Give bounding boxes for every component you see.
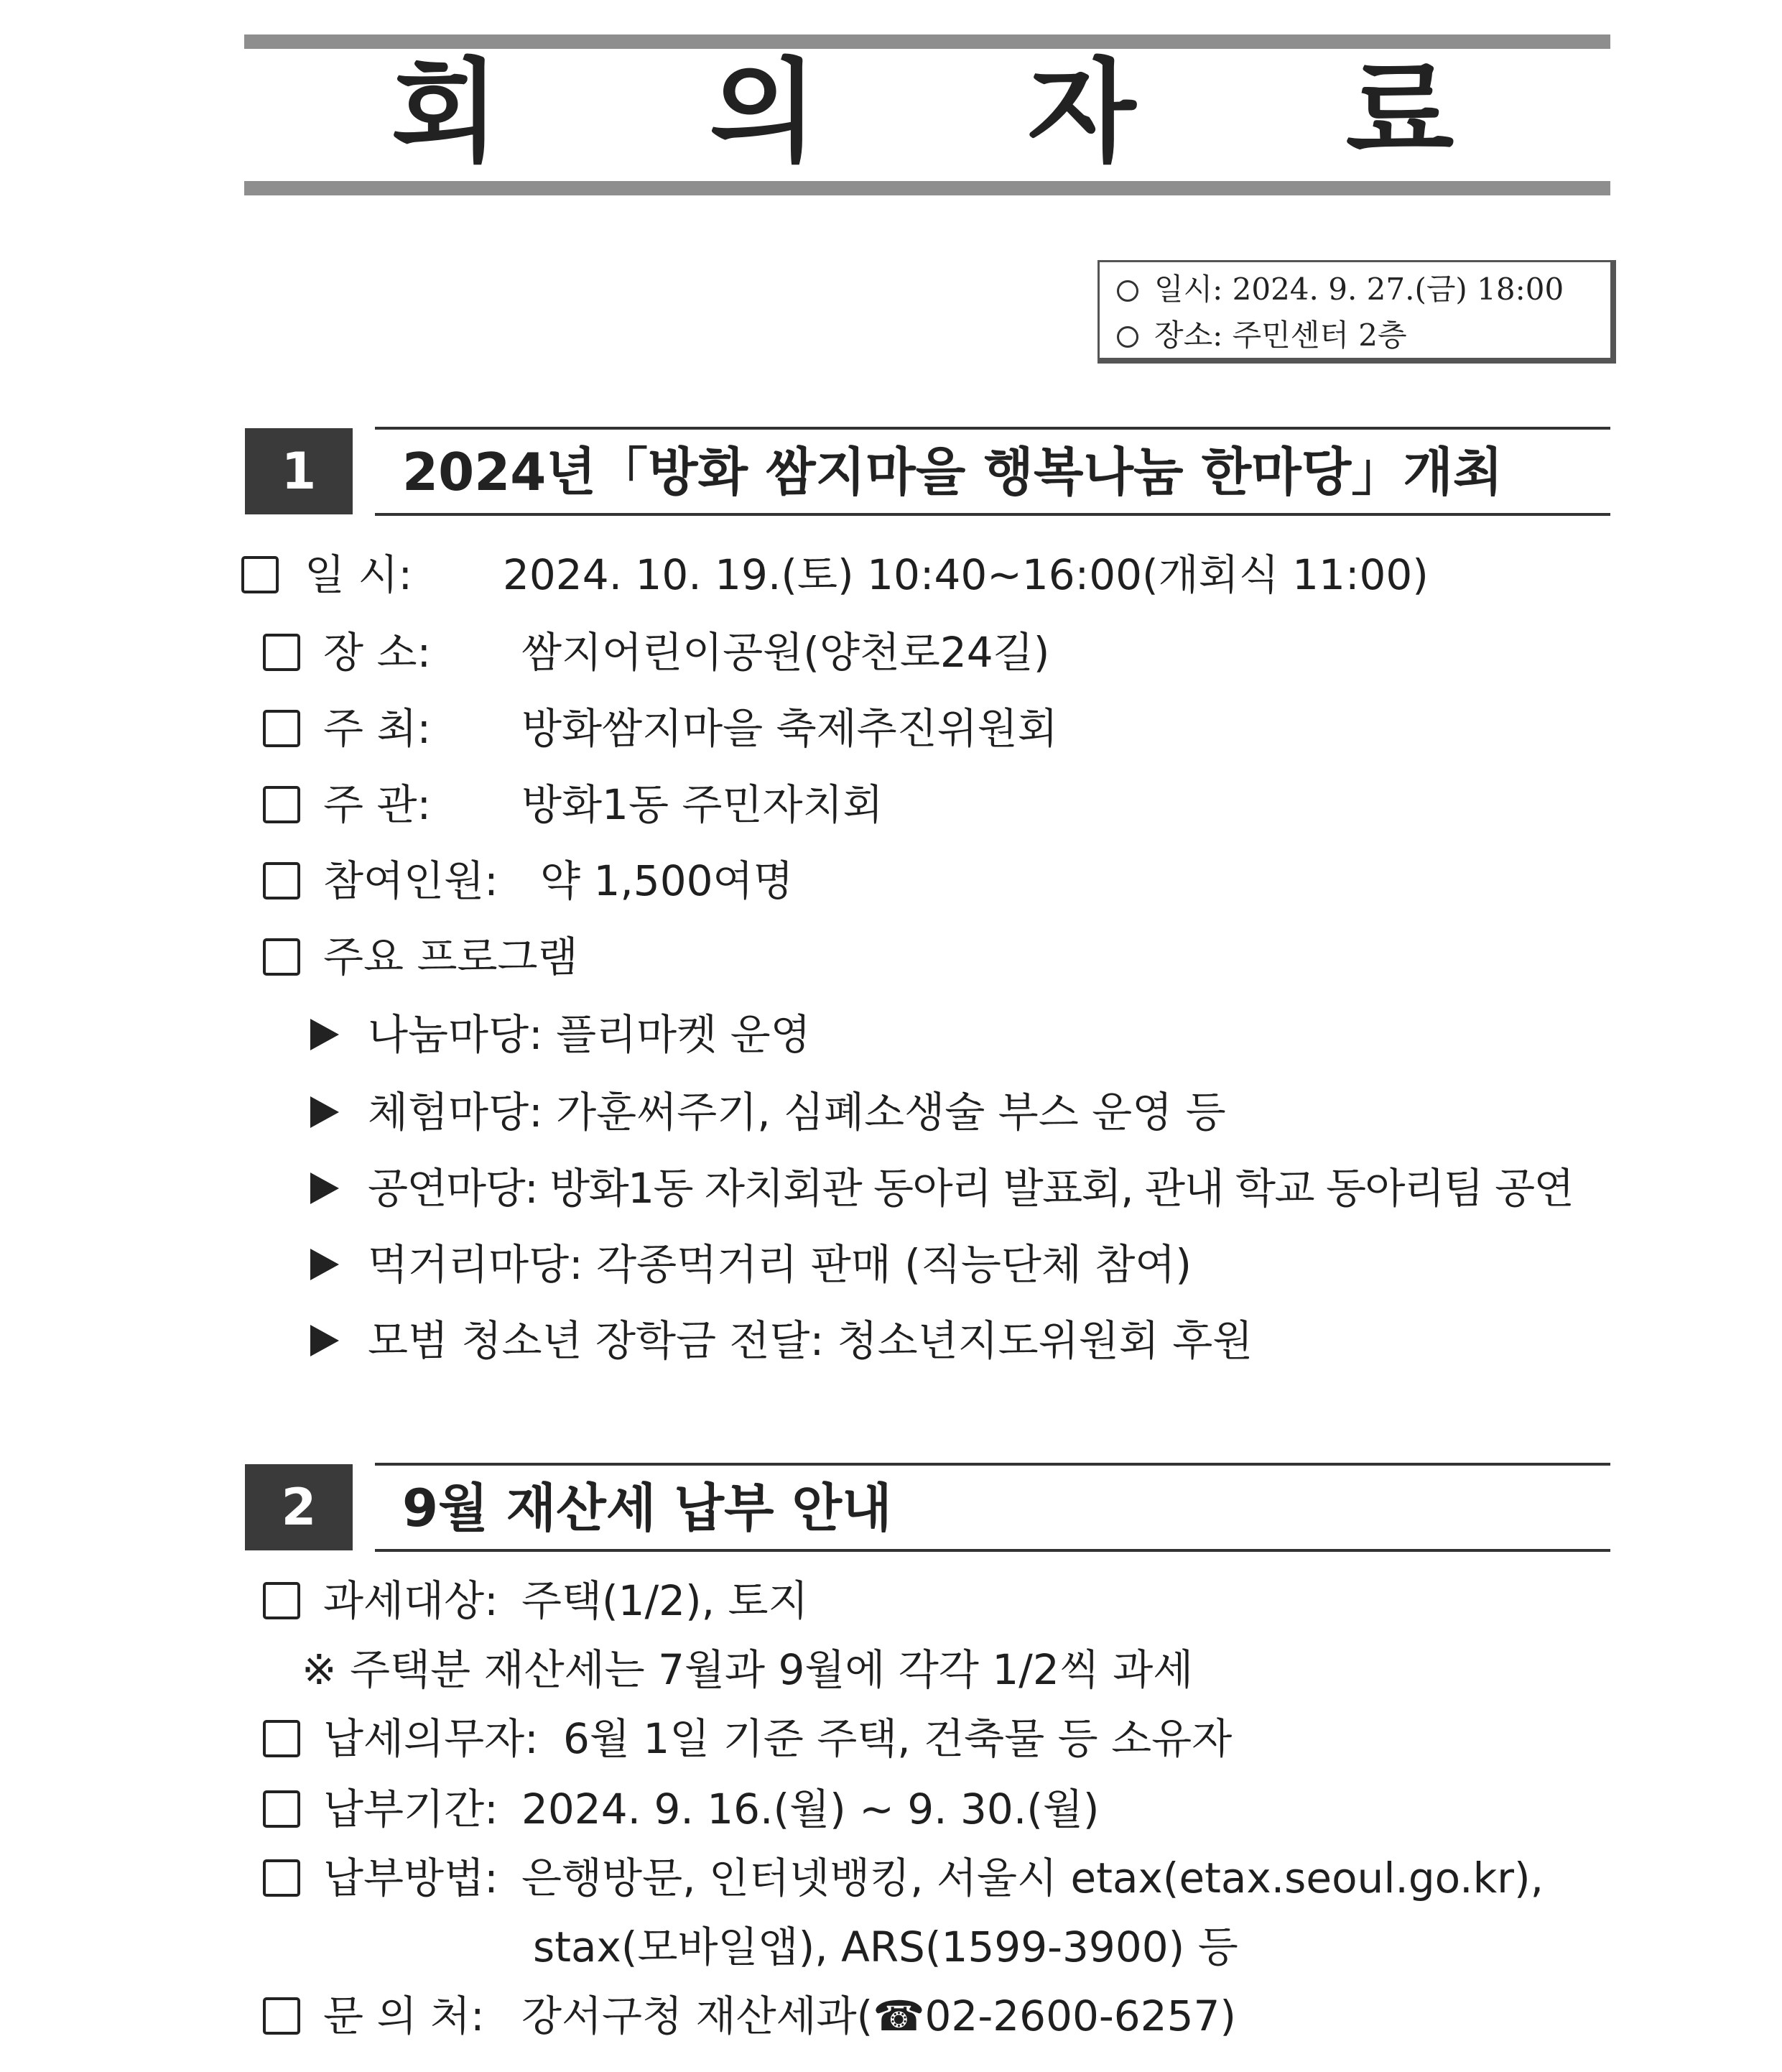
tax-target-row [0,1566,1782,1635]
date-value: 2024. 10. 19.(토) 10:40~16:00(개회식 11:00) [503,550,1429,599]
checkbox-icon [263,1790,300,1828]
taxpayer-row [0,1704,1782,1773]
place-row [0,618,1782,687]
organizer-label: 주 관: [323,780,432,829]
host-row [0,694,1782,763]
attendance-value: 약 1,500여명 [540,856,794,905]
checkbox-icon [263,786,300,823]
circle-bullet-icon [1117,280,1138,302]
triangle-bullet-icon [310,1096,339,1128]
section-2-title: 9월 재산세 납부 안내 [402,1478,892,1538]
section-1-bottom-line [375,513,1610,516]
tax-target-value: 주택(1/2), 토지 [521,1576,809,1625]
payment-method-value-2: stax(모바일앱), ARS(1599-3900) 등 [533,1923,1238,1971]
contact-value: 강서구청 재산세과(☎02-2600-6257) [521,1992,1237,2040]
section-2-number: 2 [245,1464,353,1550]
tax-target-label: 과세대상: [323,1576,498,1625]
checkbox-icon [263,1859,300,1897]
payment-period-row [0,1775,1782,1844]
checkbox-icon [263,1720,300,1757]
host-label: 주 최: [323,704,432,753]
program-label: 주요 프로그램 [323,933,578,981]
payment-period-value: 2024. 9. 16.(월) ~ 9. 30.(월) [521,1785,1100,1833]
checkbox-icon [263,1997,300,2035]
taxpayer-label: 납세의무자: [323,1714,539,1763]
meeting-datetime: 일시: 2024. 9. 27.(금) 18:00 [1117,268,1564,311]
host-value: 방화쌈지마을 축제추진위원회 [521,704,1058,753]
checkbox-icon [241,556,279,593]
title-char-2: 의 [709,47,818,177]
meeting-place: 장소: 주민센터 2층 [1117,314,1407,357]
title-char-3: 자 [1027,47,1136,177]
date-row [0,540,1782,609]
place-label: 장 소: [323,628,432,677]
title-bar-bottom [244,181,1610,195]
checkbox-icon [263,634,300,671]
section-1-title: 2024년「방화 쌈지마을 행복나눔 한마당」개최 [402,442,1503,502]
organizer-value: 방화1동 주민자치회 [521,780,883,829]
section-2-top-line [375,1463,1610,1466]
payment-method-row [0,1844,1782,1913]
place-value: 쌈지어린이공원(양천로24길) [521,628,1050,677]
triangle-bullet-icon [310,1325,339,1356]
tax-note-row [0,1635,1782,1704]
program-item: 나눔마당: 플리마켓 운영 [0,1000,1782,1069]
organizer-row [0,770,1782,839]
section-2-bottom-line [375,1549,1610,1552]
attendance-label: 참여인원: [323,856,498,905]
attendance-row [0,846,1782,915]
payment-period-label: 납부기간: [323,1785,498,1833]
program-item: 공연마당: 방화1동 자치회관 동아리 발표회, 관내 학교 동아리팀 공연 [0,1154,1782,1223]
checkbox-icon [263,862,300,899]
section-1-top-line [375,427,1610,430]
meeting-info-box [1097,260,1616,364]
payment-method-label: 납부방법: [323,1854,498,1902]
tax-note: ※ 주택분 재산세는 7월과 9월에 각각 1/2씩 과세 [302,1645,1194,1694]
title-char-1: 회 [391,47,500,177]
contact-row [0,1981,1782,2050]
checkbox-icon [263,710,300,747]
program-item: 체험마당: 가훈써주기, 심폐소생술 부스 운영 등 [0,1078,1782,1147]
payment-method-row-2 [0,1913,1782,1981]
checkbox-icon [263,1582,300,1619]
program-heading-row [0,922,1782,991]
payment-method-value: 은행방문, 인터넷뱅킹, 서울시 etax(etax.seoul.go.kr), [521,1854,1544,1902]
checkbox-icon [263,938,300,976]
contact-label: 문 의 처: [323,1992,485,2040]
triangle-bullet-icon [310,1019,339,1050]
taxpayer-value: 6월 1일 기준 주택, 건축물 등 소유자 [563,1714,1233,1763]
program-item: 모범 청소년 장학금 전달: 청소년지도위원회 후원 [0,1306,1782,1375]
title-char-4: 료 [1345,47,1454,177]
program-item: 먹거리마당: 각종먹거리 판매 (직능단체 참여) [0,1230,1782,1299]
circle-bullet-icon [1117,326,1138,348]
section-1-number: 1 [245,428,353,514]
date-label: 일 시: [305,550,413,599]
triangle-bullet-icon [310,1173,339,1204]
triangle-bullet-icon [310,1249,339,1280]
